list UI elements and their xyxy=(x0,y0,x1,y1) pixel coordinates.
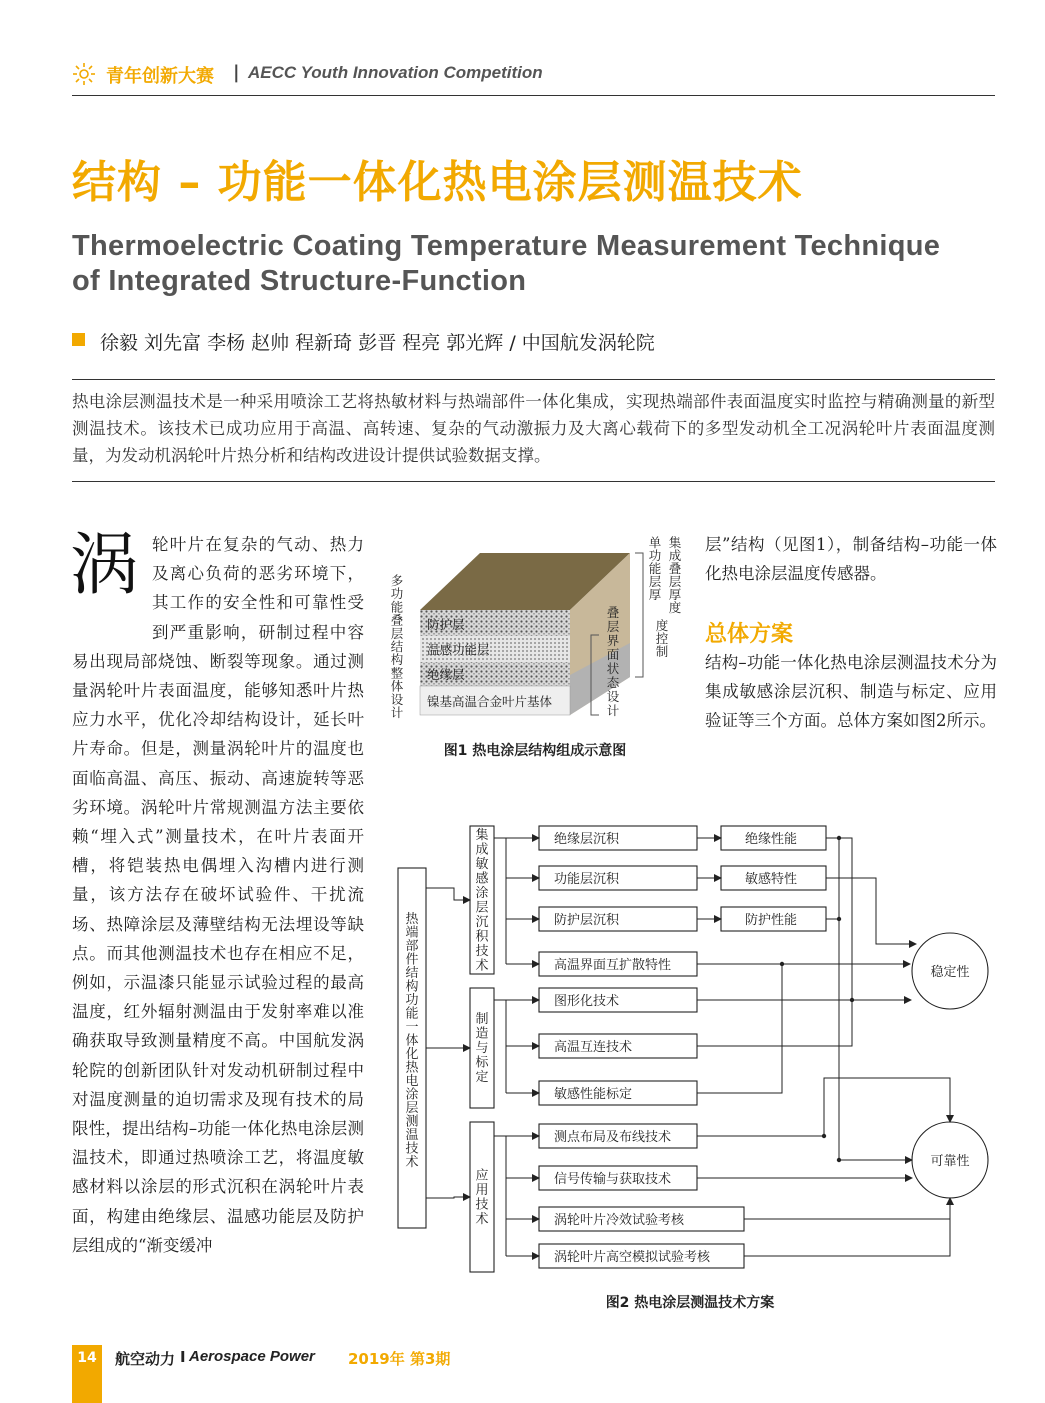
sun-logo-icon xyxy=(72,62,96,86)
fig2-root-label: 热端部件结构功能一体化热电涂层测温技术 xyxy=(405,912,419,1170)
fig2-item-label-3: 高温界面互扩散特性 xyxy=(554,958,672,973)
article-title-en-line1: Thermoelectric Coating Temperature Measurement Technique xyxy=(72,230,941,262)
fig2-item-label-6: 敏感性能标定 xyxy=(554,1087,633,1102)
fig2-outcome-label-0: 稳定性 xyxy=(930,965,970,980)
fig1-right-label-b: 单功能层厚度控制 xyxy=(648,535,669,659)
fig1-layer-label-2: 绝缘层 xyxy=(427,667,465,682)
figure-2-technical-scheme xyxy=(384,818,996,1288)
journal-issue: 2019年 第3期 xyxy=(348,1350,451,1368)
fig2-item-label-0: 绝缘层沉积 xyxy=(554,832,620,847)
page-number: 14 xyxy=(77,1350,97,1366)
header-competition-en: AECC Youth Innovation Competition xyxy=(248,63,543,82)
fig1-left-label-text: 多功能叠层结构整体设计 xyxy=(390,573,404,720)
journal-name-en: Aerospace Power xyxy=(189,1348,315,1365)
figure-1-caption: 图1 热电涂层结构组成示意图 xyxy=(443,743,627,759)
section-heading: 总体方案 xyxy=(705,622,794,647)
abstract-top-rule xyxy=(72,379,995,380)
fig2-item-label-4: 图形化技术 xyxy=(554,994,620,1009)
footer-separator: I xyxy=(180,1348,186,1366)
fig1-left-label xyxy=(391,573,404,720)
article-title-en-line2: of Integrated Structure-Function xyxy=(72,265,527,297)
drop-cap: 涡 xyxy=(70,526,139,605)
fig2-item-label-8: 信号传输与获取技术 xyxy=(554,1172,672,1187)
fig2-property-label-0: 绝缘性能 xyxy=(745,832,798,847)
fig1-right-label-c: 叠层界面状态设计 xyxy=(606,605,620,718)
figure-1-coating-structure xyxy=(385,525,685,740)
fig1-layer-label-3: 镍基高温合金叶片基体 xyxy=(427,694,553,709)
fig2-property-label-1: 敏感特性 xyxy=(745,872,798,887)
body-column-1-text: 轮叶片在复杂的气动、热力及离心负荷的恶劣环境下，其工作的安全性和可靠性受到严重影响，研制过程中容易出现局部烧蚀、断裂等现象。通过测量涡轮叶片表面温度，能够知悉叶片热应力水平，优化冷却结构设计，延长叶片寿命。但是，测量涡轮叶片的温度也面临高温、高压、振动、高速旋转等恶劣环境。涡轮叶片常规测温方法主要依赖“埋入式”测量技术，在叶片表面开槽，将铠装热电偶埋入沟槽内进行测量，该方法存在破坏试验件、干扰流场、热障涂层及薄壁结构无法埋设等缺点。而其他测温技术也存在相应不足，例如，示温漆只能显示试验过程的最高温度，红外辐射测温由于发射率难以准确获取导致测量精度不高。中国航发涡轮院的创新团队针对发动机研制过程中对温度测量的迫切需求及现有技术的局限性，提出结构–功能一体化热电涂层测温技术，即通过热喷涂工艺，将温度敏感材料以涂层的形式沉积在涡轮叶片表面，构建由绝缘层、温感功能层及防护层组成的“渐变缓冲 xyxy=(72,535,364,1255)
fig2-item-label-10: 涡轮叶片高空模拟试验考核 xyxy=(554,1250,711,1265)
fig2-item-label-7: 测点布局及布线技术 xyxy=(554,1130,672,1145)
fig2-item-label-2: 防护层沉积 xyxy=(554,913,620,928)
fig1-right-label-a: 集成叠层厚度 xyxy=(668,535,682,615)
journal-name-cn: 航空动力 xyxy=(115,1350,176,1368)
article-title-cn: 结构 – 功能一体化热电涂层测温技术 xyxy=(72,157,803,208)
body-column-3-top: 层”结构（见图1），制备结构–功能一体化热电涂层温度传感器。 xyxy=(705,535,997,584)
abstract: 热电涂层测温技术是一种采用喷涂工艺将热敏材料与热端部件一体化集成，实现热端部件表面温度实时监控与精确测量的新型测温技术。该技术已成功应用于高温、高转速、复杂的气动激振力及大离心载荷下的多型发动机全工况涡轮叶片表面温度测量，为发动机涡轮叶片热分析和结构改进设计提供试验数据支撑。 xyxy=(72,392,995,465)
figure-2-caption: 图2 热电涂层测温技术方案 xyxy=(605,1295,775,1311)
authors-bullet xyxy=(72,333,85,346)
fig2-item-label-9: 涡轮叶片冷效试验考核 xyxy=(554,1213,685,1228)
fig2-property-label-2: 防护性能 xyxy=(745,913,798,928)
fig2-item-label-5: 高温互连技术 xyxy=(554,1040,633,1055)
authors-line: 徐毅 刘先富 李杨 赵帅 程新琦 彭晋 程亮 郭光辉 / 中国航发涡轮院 xyxy=(100,332,655,354)
header-rule xyxy=(72,95,995,96)
fig2-outcome-label-1: 可靠性 xyxy=(930,1154,970,1169)
fig1-layer-label-0: 防护层 xyxy=(427,617,465,632)
body-column-3-section: 结构–功能一体化热电涂层测温技术分为集成敏感涂层沉积、制造与标定、应用验证等三个方面。总体方案如图2所示。 xyxy=(705,653,997,731)
fig2-group-label-0: 集成敏感涂层沉积技术 xyxy=(475,827,489,974)
header-separator: | xyxy=(233,62,240,83)
abstract-bottom-rule xyxy=(72,481,995,482)
body-column-1 xyxy=(70,526,364,1260)
fig2-item-label-1: 功能层沉积 xyxy=(554,872,620,887)
fig2-group-label-1: 制造与标定 xyxy=(475,1012,489,1085)
fig1-layer-label-1: 温感功能层 xyxy=(427,642,490,657)
header-competition-cn: 青年创新大赛 xyxy=(106,66,214,87)
fig2-group-label-2: 应用技术 xyxy=(475,1168,489,1227)
